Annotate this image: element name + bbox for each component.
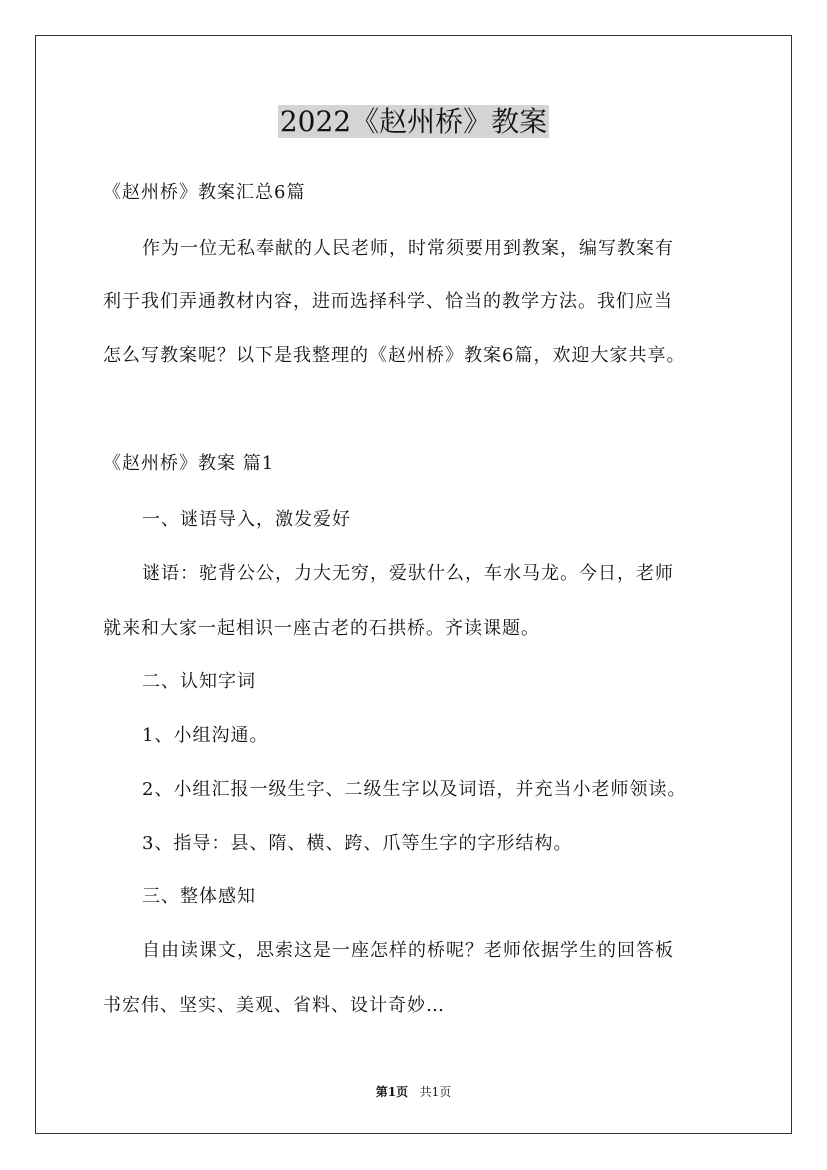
subtitle: 《赵州桥》教案汇总6篇 (103, 182, 306, 203)
total-pages: 共1页 (419, 1085, 452, 1099)
riddle-line-2: 就来和大家一起相识一座古老的石拱桥。齐读课题。 (103, 618, 540, 639)
intro-line-2: 利于我们弄通教材内容，进而选择科学、恰当的教学方法。我们应当 (103, 291, 673, 312)
document-title: 2022《赵州桥》教案 (279, 105, 548, 138)
riddle-line-1: 谜语：驼背公公，力大无穷，爱驮什么，车水马龙。今日，老师 (142, 563, 674, 584)
perception-line-2: 书宏伟、坚实、美观、省料、设计奇妙… (103, 995, 445, 1016)
heading-2: 二、认知字词 (142, 671, 256, 692)
heading-3: 三、整体感知 (142, 886, 256, 907)
page-footer (0, 1082, 827, 1102)
intro-line-3: 怎么写教案呢？以下是我整理的《赵州桥》教案6篇，欢迎大家共享。 (103, 345, 686, 366)
list-item-2: 2、小组汇报一级生字、二级生字以及词语，并充当小老师领读。 (142, 779, 687, 800)
section-heading: 《赵州桥》教案 篇1 (103, 453, 275, 474)
list-item-3: 3、指导：县、隋、横、跨、爪等生字的字形结构。 (142, 833, 573, 854)
intro-line-1: 作为一位无私奉献的人民老师，时常须要用到教案，编写教案有 (142, 238, 674, 259)
heading-1: 一、谜语导入，激发爱好 (142, 509, 351, 530)
list-item-1: 1、小组沟通。 (142, 725, 269, 746)
perception-line-1: 自由读课文，思索这是一座怎样的桥呢？老师依据学生的回答板 (142, 940, 674, 961)
page-number: 第1页 (375, 1085, 409, 1099)
